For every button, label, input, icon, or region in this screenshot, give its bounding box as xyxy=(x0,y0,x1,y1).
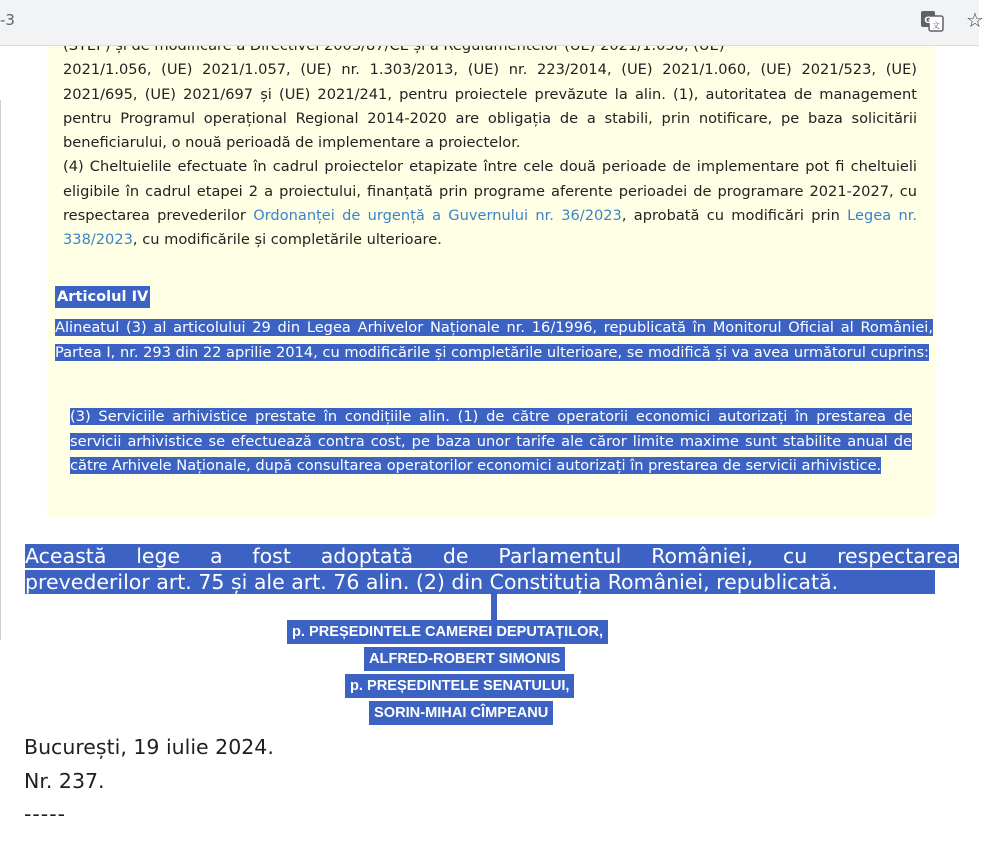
chamber-president-name: ALFRED-ROBERT SIMONIS xyxy=(364,647,565,671)
article-iv-quote-text: (3) Serviciile arhivistice prestate în condițiile alin. (1) de către operatorii economici autorizați în prestarea de servicii arhivistice se efectuează contra cost, pe baza unor tarife ale căror limite maxime sunt stabilite anual de către Arhivele Naționale, după consultarea operatorilor economici autorizați în prestarea de servicii arhivistice. xyxy=(70,408,912,474)
tab-title-fragment[interactable]: -3 xyxy=(0,11,15,29)
approved-text: , aprobată cu modificări prin xyxy=(621,207,840,225)
paragraph-4-text: (4) Cheltuielile efectuate în cadrul proiectelor etapizate între cele două perioade de implementare pot fi cheltuieli eligibile în cadrul etapei 2 a proiectului, finanțată prin programe aferente perioadei de programare 2021-2027, cu respectarea prevederilor xyxy=(63,158,917,225)
adoption-line-1: Această lege a fost adoptată de Parlamentul României, cu respectarea xyxy=(25,544,959,568)
senate-president-name: SORIN-MIHAI CÎMPEANU xyxy=(369,701,553,725)
issue-date: București, 19 iulie 2024. xyxy=(24,735,274,759)
article-iv-quote xyxy=(70,405,912,479)
browser-toolbar xyxy=(0,0,984,46)
law-number: Nr. 237. xyxy=(24,769,105,793)
senate-president-title: p. PREȘEDINTELE SENATULUI, xyxy=(345,674,574,698)
svg-text:G: G xyxy=(924,16,932,26)
chamber-president-title: p. PREȘEDINTELE CAMEREI DEPUTAȚILOR, xyxy=(287,620,608,644)
article-iv-heading: Articolul IV xyxy=(55,286,150,308)
lege-link[interactable]: Legea nr. 338/2023 xyxy=(63,207,918,249)
separator: ----- xyxy=(24,802,66,826)
article-iv-body-text: Alineatul (3) al articolului 29 din Legea Arhivelor Naționale nr. 16/1996, republicată în Monitorul Oficial al României, Partea I, nr. 293 din 22 aprilie 2014, cu modificările și completările ulterioare, se modifică și va avea următorul cuprins: xyxy=(55,319,933,361)
modifications-text: , cu modificările și completările ulterioare. xyxy=(132,231,442,249)
star-icon[interactable]: ☆ xyxy=(966,8,984,32)
page-left-border xyxy=(0,100,1,640)
article-iv-body xyxy=(55,316,933,365)
article-iii-text xyxy=(63,34,917,253)
google-translate-icon[interactable] xyxy=(920,9,944,33)
svg-text:文: 文 xyxy=(932,21,940,30)
paragraph-3-text: 2021/1.056, (UE) 2021/1.057, (UE) nr. 1.303/2013, (UE) nr. 223/2014, (UE) 2021/1.060, (UE) 2021/523, (UE) 2021/695, (UE) 2021/697 și (UE) 2021/241, pentru proiectele prevăzute la alin. (1), autoritatea de management pentru Programul operațional Regional 2014-2020 are obligația de a stabili, prin notificare, pe baza solicitării beneficiarului, o nouă perioadă de implementare a proiectelor. xyxy=(63,61,917,152)
adoption-line-2: prevederilor art. 75 și ale art. 76 alin. (2) din Constituția României, republicată. xyxy=(25,570,935,594)
selection-connector xyxy=(491,594,497,620)
ordonanta-link[interactable]: Ordonanței de urgență a Guvernului nr. 36/2023 xyxy=(253,207,622,225)
